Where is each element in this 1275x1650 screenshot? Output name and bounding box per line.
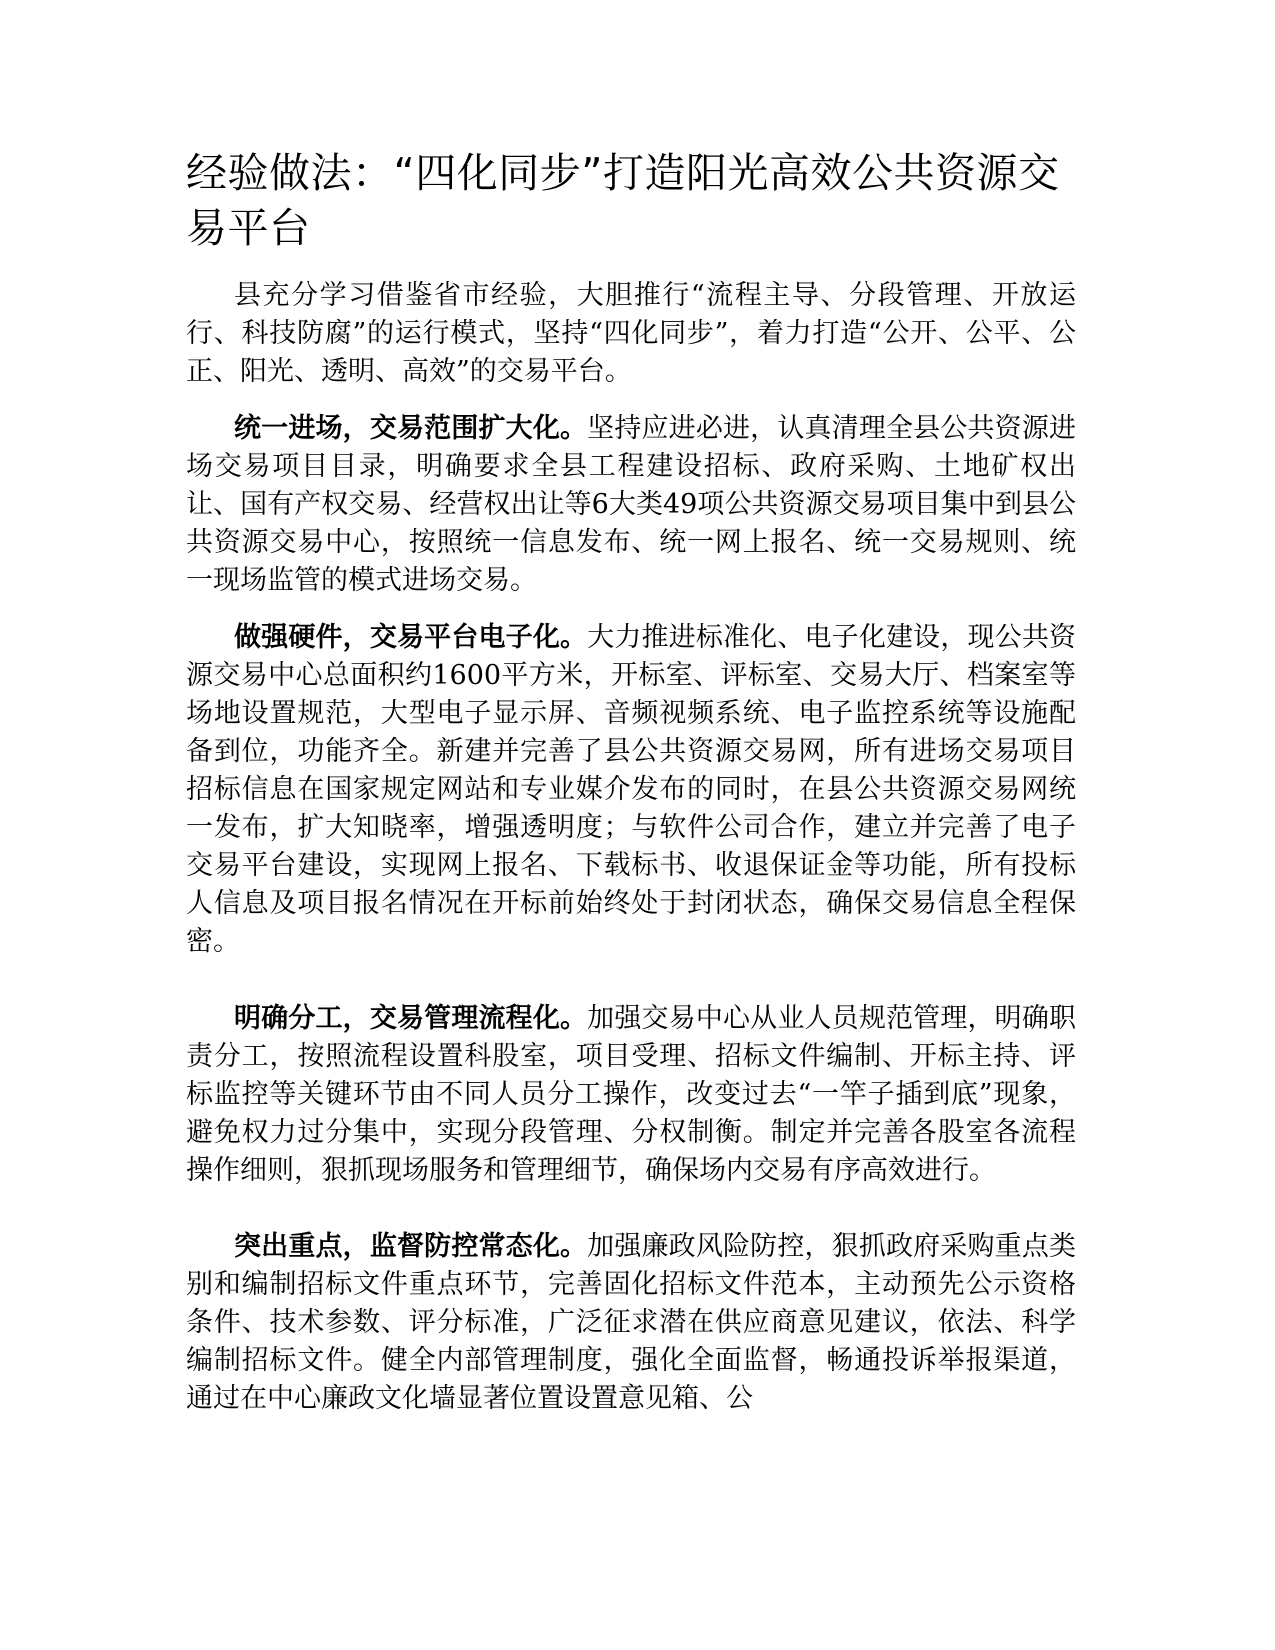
section-paragraph [186,1000,1076,1190]
section-text: 坚持应进必进，认真清理全县公共资源进场交易项目目录，明确要求全县工程建设招标、政府采购、土地矿权出让、国有产权交易、经营权出让等6大类49项公共资源交易项目集中到县公共资源交易中心，按照统一信息发布、统一网上报名、统一交易规则、统一现场监管的模式进场交易。 [186,413,1077,596]
section-text: 加强廉政风险防控，狠抓政府采购重点类别和编制招标文件重点环节，完善固化招标文件范本，主动预先公示资格条件、技术参数、评分标准，广泛征求潜在供应商意见建议，依法、科学编制招标文件。健全内部管理制度，强化全面监督，畅通投诉举报渠道，通过在中心廉政文化墙显著位置设置意见箱、公 [186,1231,1077,1414]
section-heading: 明确分工，交易管理流程化。 [234,1003,588,1034]
section-heading: 做强硬件，交易平台电子化。 [234,622,588,653]
section-heading: 统一进场，交易范围扩大化。 [234,413,588,444]
section-text: 加强交易中心从业人员规范管理，明确职责分工，按照流程设置科股室，项目受理、招标文件编制、开标主持、评标监控等关键环节由不同人员分工操作，改变过去“一竿子插到底”现象，避免权力过分集中，实现分段管理、分权制衡。制定并完善各股室各流程操作细则，狠抓现场服务和管理细节，确保场内交易有序高效进行。 [186,1003,1077,1186]
section-heading: 突出重点，监督防控常态化。 [234,1231,588,1262]
document-title: 经验做法：“四化同步”打造阳光高效公共资源交易平台 [186,149,1060,252]
section-paragraph [186,619,1076,961]
intro-paragraph: 县充分学习借鉴省市经验，大胆推行“流程主导、分段管理、开放运行、科技防腐”的运行模式，坚持“四化同步”，着力打造“公开、公平、公正、阳光、透明、高效”的交易平台。 [186,280,1076,387]
section-text: 大力推进标准化、电子化建设，现公共资源交易中心总面积约1600平方米，开标室、评标室、交易大厅、档案室等场地设置规范，大型电子显示屏、音频视频系统、电子监控系统等设施配备到位，功能齐全。新建并完善了县公共资源交易网，所有进场交易项目招标信息在国家规定网站和专业媒介发布的同时，在县公共资源交易网统一发布，扩大知晓率，增强透明度；与软件公司合作，建立并完善了电子交易平台建设，实现网上报名、下载标书、收退保证金等功能，所有投标人信息及项目报名情况在开标前始终处于封闭状态，确保交易信息全程保密。 [186,622,1077,957]
section-paragraph [186,410,1076,600]
section-paragraph [186,1228,1076,1418]
